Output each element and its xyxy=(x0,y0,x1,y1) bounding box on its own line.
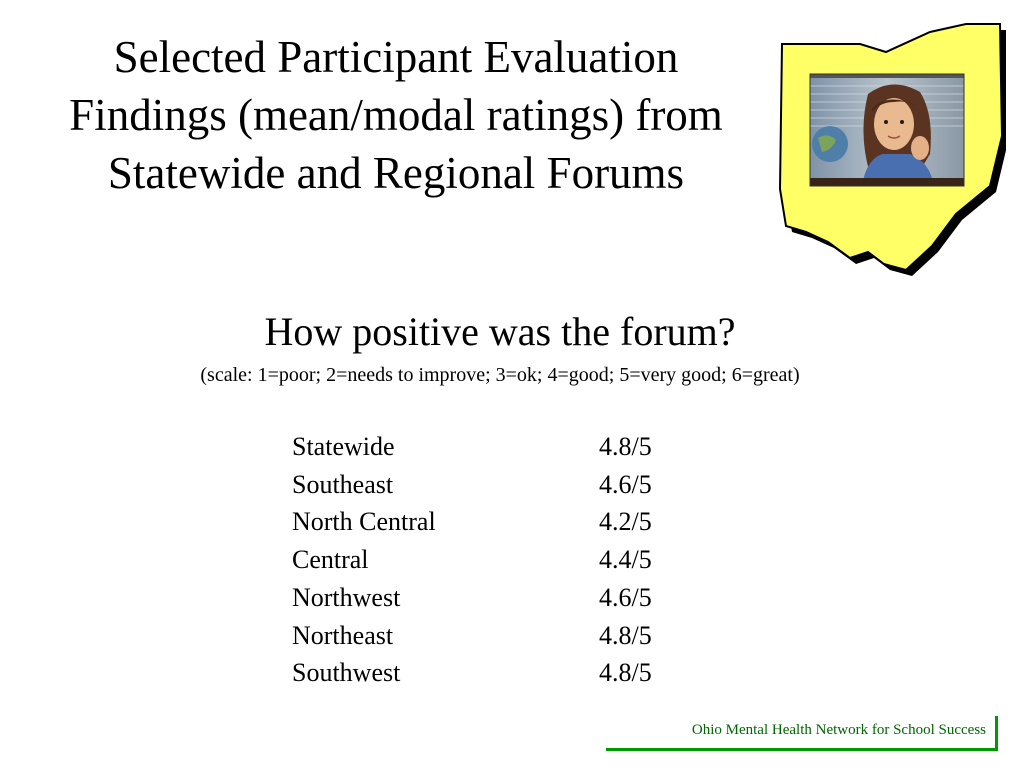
child-photo xyxy=(810,74,964,186)
ohio-map-photo-icon xyxy=(770,14,1006,276)
ratings-list xyxy=(292,428,652,692)
footer-bracket xyxy=(606,716,998,751)
region-name: Central xyxy=(292,545,369,575)
rating-row xyxy=(292,579,652,617)
region-score: 4.8/5 xyxy=(599,620,652,650)
region-score: 4.6/5 xyxy=(599,582,652,612)
region-name: Southwest xyxy=(292,658,401,688)
rating-row xyxy=(292,466,652,504)
footer-organization: Ohio Mental Health Network for School Success xyxy=(691,722,986,738)
region-score: 4.8/5 xyxy=(599,432,652,461)
rating-row xyxy=(292,503,652,541)
region-score: 4.8/5 xyxy=(599,658,652,688)
scale-note: (scale: 1=poor; 2=needs to improve; 3=ok; 4=good; 5=very good; 6=great) xyxy=(200,364,800,386)
region-score: 4.6/5 xyxy=(599,469,652,499)
region-score: 4.4/5 xyxy=(599,545,652,575)
region-name: Northeast xyxy=(292,620,394,650)
question-heading: How positive was the forum? xyxy=(264,309,736,354)
rating-row xyxy=(292,541,652,579)
rating-row xyxy=(292,617,652,655)
rating-row xyxy=(292,654,652,692)
region-name: North Central xyxy=(292,507,436,537)
slide-title: Selected Participant Evaluation Findings (mean/modal ratings) from Statewide and Regional Forums xyxy=(69,32,723,198)
rating-row xyxy=(292,428,652,466)
region-score: 4.2/5 xyxy=(599,507,652,537)
region-name: Statewide xyxy=(292,432,395,461)
region-name: Northwest xyxy=(292,582,401,612)
region-name: Southeast xyxy=(292,469,394,499)
